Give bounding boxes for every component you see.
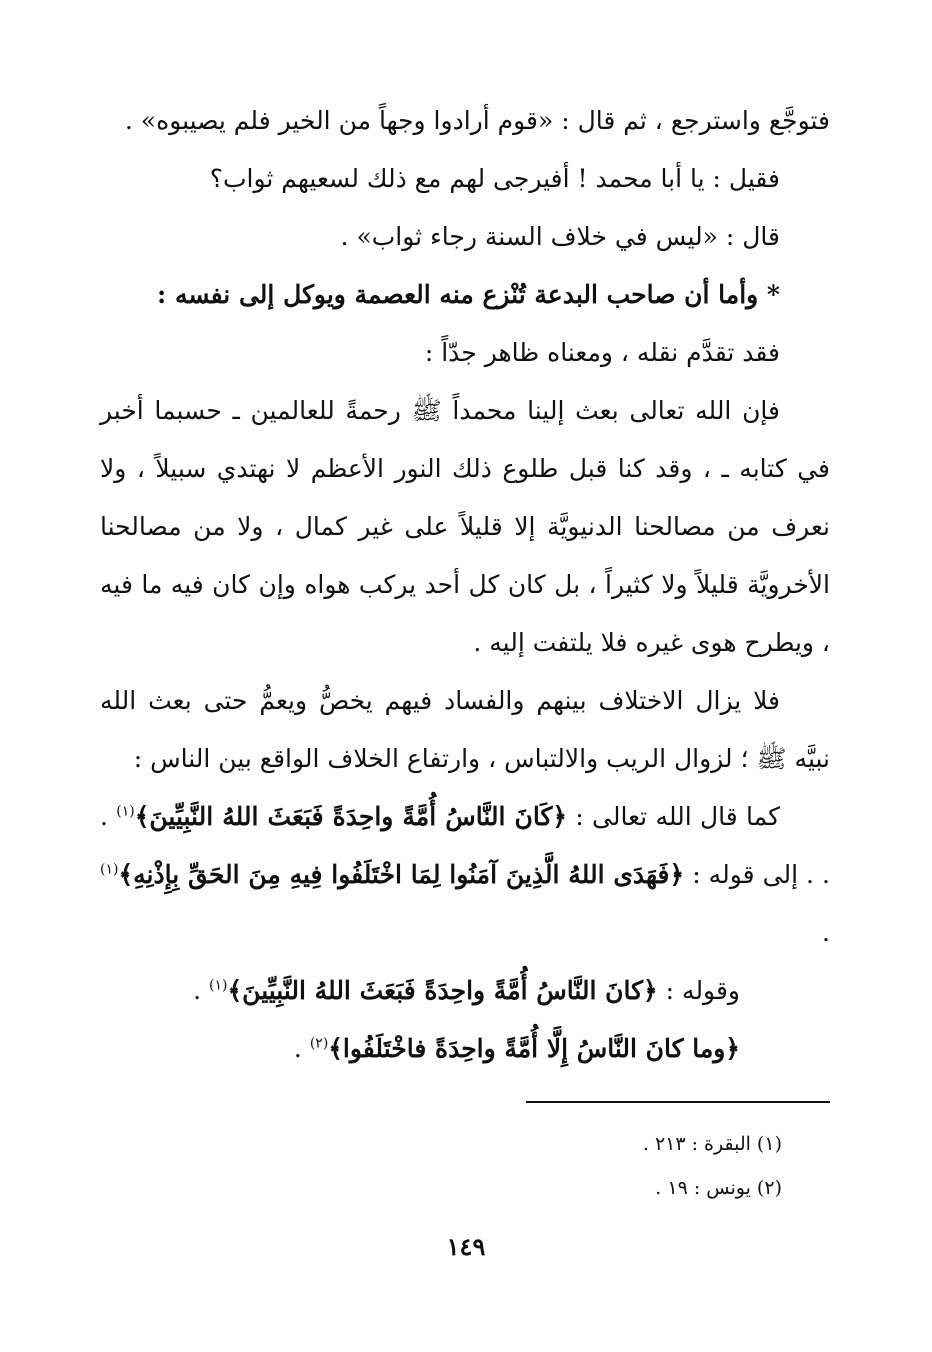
- main-text: [100, 92, 830, 1078]
- footnote-ref: (١): [116, 803, 135, 820]
- footnote: (١) البقرة : ٢١٣ .: [642, 1133, 782, 1155]
- quran-verse: ﴿كانَ النَّاسُ أُمَّةً واحِدَةً فَبَعَثَ اللهُ النَّبِيِّينَ﴾: [227, 976, 658, 1005]
- text-segment: .: [293, 1034, 310, 1063]
- footnote: (٢) يونس : ١٩ .: [655, 1177, 782, 1199]
- quran-verse: ﴿فَهَدَى اللهُ الَّذِينَ آمَنُوا لِمَا اخْتَلَفُوا فِيهِ مِنَ الحَقِّ بِإِذْنِهِ﴾: [118, 860, 685, 889]
- paragraph-text: .: [822, 918, 830, 947]
- paragraph: [100, 382, 830, 672]
- text-line: فقيل : يا أبا محمد ! أفيرجى لهم مع ذلك لسعيهم ثواب؟: [209, 164, 780, 193]
- paragraph-text: فلا يزال الاختلاف بينهم والفساد فيهم يخصُّ ويعمُّ حتى بعث الله نبيَّه ﷺ ؛ لزوال الريب والالتباس ، وارتفاع الخلاف الواقع بين الناس :: [100, 686, 830, 773]
- text-line: فقد تقدَّم نقله ، ومعناه ظاهر جدّاً :: [424, 338, 780, 367]
- quran-verse: ﴿كَانَ النَّاسُ أُمَّةً واحِدَةً فَبَعَثَ اللهُ النَّبِيِّينَ﴾: [134, 802, 568, 831]
- footnote-ref: (٢): [309, 1035, 329, 1052]
- section-heading: * وأما أن صاحب البدعة تُنْزع منه العصمة ويوكل إلى نفسه :: [157, 280, 780, 309]
- page-number: ١٤٩: [446, 1232, 486, 1261]
- text-line: [100, 1020, 740, 1078]
- paragraph: [100, 788, 830, 962]
- paragraph-text: فإن الله تعالى بعث إلينا محمداً ﷺ رحمةً للعالمين ـ حسبما أخبر في كتابه ـ ، وقد كنا قبل طلوع ذلك النور الأعظم لا نهتدي سبيلاً ، ولا نعرف من مصالحنا الدنيويَّة إلا قليلاً على غير كمال ، ولا من مصالحنا الأخرويَّة قليلاً ولا كثيراً ، بل كان كل أحد يركب هواه وإن كان فيه ما فيه ، ويطرح هوى غيره فلا يلتفت إليه .: [100, 396, 830, 657]
- text-segment: .: [193, 976, 210, 1005]
- paragraph-text: كما قال الله تعالى :: [567, 802, 780, 831]
- paragraph: [100, 672, 830, 788]
- footnote-ref: (١): [100, 861, 119, 878]
- text-segment: وقوله :: [657, 976, 740, 1005]
- text-line: فتوجَّع واسترجع ، ثم قال : «قوم أرادوا وجهاً من الخير فلم يصيبوه» .: [124, 106, 830, 135]
- footnote-ref: (١): [209, 977, 228, 994]
- text-line: قال : «ليس في خلاف السنة رجاء ثواب» .: [340, 222, 780, 251]
- paragraph-text: . . . إلى قوله :: [100, 802, 830, 889]
- footnotes: [520, 1122, 782, 1210]
- quran-verse: ﴿وما كانَ النَّاسُ إِلَّا أُمَّةً واحِدَةً فاخْتَلَفُوا﴾: [328, 1034, 740, 1063]
- footnote-divider: [526, 1101, 830, 1103]
- text-line: [100, 962, 740, 1020]
